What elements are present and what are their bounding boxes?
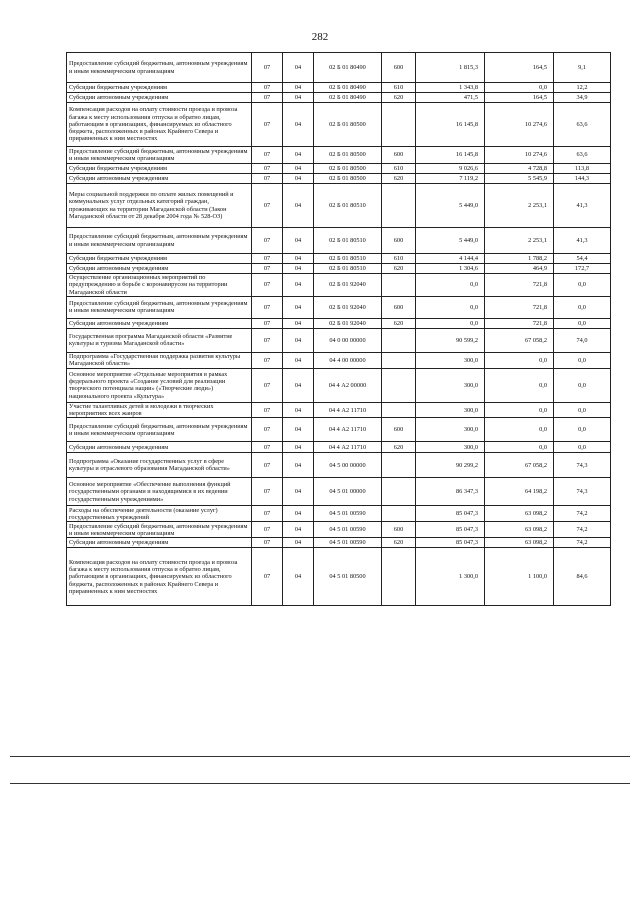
- table-row: [67, 318, 611, 328]
- row-expense-type-cell: 600: [382, 522, 416, 538]
- row-expense-type-cell: [382, 478, 416, 506]
- row-subsection-cell: 04: [283, 402, 314, 418]
- row-section-cell: 07: [252, 548, 283, 606]
- row-expense-type-cell: 620: [382, 93, 416, 103]
- row-name-cell: Субсидии бюджетным учреждениям: [67, 164, 252, 174]
- row-section-cell: 07: [252, 418, 283, 442]
- row-executed-cell: 64 198,2: [485, 478, 554, 506]
- table-row: [67, 254, 611, 264]
- row-plan-cell: 7 119,2: [416, 174, 485, 184]
- row-target-article-cell: 04 4 А2 00000: [314, 368, 382, 402]
- row-target-article-cell: 04 0 00 00000: [314, 328, 382, 352]
- row-executed-cell: 1 788,2: [485, 254, 554, 264]
- row-percent-cell: 144,3: [554, 174, 611, 184]
- row-subsection-cell: 04: [283, 548, 314, 606]
- row-target-article-cell: 04 5 00 00000: [314, 453, 382, 478]
- table-row: [67, 478, 611, 506]
- table-row: [67, 328, 611, 352]
- row-percent-cell: 74,2: [554, 506, 611, 522]
- row-plan-cell: 9 026,6: [416, 164, 485, 174]
- row-target-article-cell: 02 Б 01 80510: [314, 254, 382, 264]
- row-subsection-cell: 04: [283, 538, 314, 548]
- row-target-article-cell: 02 Б 01 92040: [314, 274, 382, 297]
- row-name-cell: Предоставление субсидий бюджетным, автономным учреждениям и иным некоммерческим организациям: [67, 418, 252, 442]
- row-executed-cell: 2 253,1: [485, 228, 554, 254]
- row-plan-cell: 5 449,0: [416, 184, 485, 228]
- row-name-cell: Участие талантливых детей и молодежи в творческих мероприятиях всех жанров: [67, 402, 252, 418]
- row-name-cell: Меры социальной поддержки по оплате жилых помещений и коммунальных услуг отдельных категорий граждан, проживающих на территории Магаданской области (Закон Магаданской области от 28 декабря 2004 года № 528-ОЗ): [67, 184, 252, 228]
- row-subsection-cell: 04: [283, 442, 314, 453]
- row-target-article-cell: 02 Б 01 80510: [314, 264, 382, 274]
- row-name-cell: Предоставление субсидий бюджетным, автономным учреждениям и иным некоммерческим организациям: [67, 147, 252, 164]
- table-row: [67, 453, 611, 478]
- row-expense-type-cell: 620: [382, 174, 416, 184]
- row-plan-cell: 4 144,4: [416, 254, 485, 264]
- row-section-cell: 07: [252, 83, 283, 93]
- table-row: [67, 164, 611, 174]
- row-executed-cell: 164,5: [485, 53, 554, 83]
- row-subsection-cell: 04: [283, 296, 314, 318]
- row-percent-cell: 63,6: [554, 103, 611, 147]
- row-plan-cell: 300,0: [416, 352, 485, 368]
- row-executed-cell: 63 098,2: [485, 506, 554, 522]
- row-name-cell: Субсидии автономным учреждениям: [67, 93, 252, 103]
- row-percent-cell: 54,4: [554, 254, 611, 264]
- row-executed-cell: 10 274,6: [485, 103, 554, 147]
- row-expense-type-cell: 600: [382, 228, 416, 254]
- row-executed-cell: 63 098,2: [485, 522, 554, 538]
- row-plan-cell: 471,5: [416, 93, 485, 103]
- row-subsection-cell: 04: [283, 264, 314, 274]
- row-section-cell: 07: [252, 453, 283, 478]
- row-plan-cell: 1 304,6: [416, 264, 485, 274]
- row-target-article-cell: 02 Б 01 80490: [314, 53, 382, 83]
- row-percent-cell: 41,3: [554, 228, 611, 254]
- row-section-cell: 07: [252, 522, 283, 538]
- row-percent-cell: 41,3: [554, 184, 611, 228]
- row-plan-cell: 5 449,0: [416, 228, 485, 254]
- row-executed-cell: 4 728,8: [485, 164, 554, 174]
- row-percent-cell: 0,0: [554, 402, 611, 418]
- row-expense-type-cell: 600: [382, 296, 416, 318]
- row-executed-cell: 5 545,9: [485, 174, 554, 184]
- row-plan-cell: 16 145,8: [416, 147, 485, 164]
- row-expense-type-cell: [382, 453, 416, 478]
- row-plan-cell: 0,0: [416, 296, 485, 318]
- row-name-cell: Субсидии автономным учреждениям: [67, 174, 252, 184]
- row-section-cell: 07: [252, 228, 283, 254]
- row-subsection-cell: 04: [283, 53, 314, 83]
- table-row: [67, 296, 611, 318]
- row-target-article-cell: 02 Б 01 80500: [314, 164, 382, 174]
- row-executed-cell: 0,0: [485, 368, 554, 402]
- row-name-cell: Осуществление организационных мероприятий по предупреждению и борьбе с коронавирусом на территории Магаданской области: [67, 274, 252, 297]
- table-row: [67, 506, 611, 522]
- row-percent-cell: 84,6: [554, 548, 611, 606]
- row-section-cell: 07: [252, 184, 283, 228]
- page-number: 282: [311, 31, 329, 43]
- row-section-cell: 07: [252, 318, 283, 328]
- row-percent-cell: 0,0: [554, 368, 611, 402]
- table-row: [67, 522, 611, 538]
- row-percent-cell: 74,2: [554, 538, 611, 548]
- row-target-article-cell: 04 5 01 80500: [314, 548, 382, 606]
- row-expense-type-cell: [382, 184, 416, 228]
- row-expense-type-cell: 620: [382, 442, 416, 453]
- row-expense-type-cell: 610: [382, 254, 416, 264]
- row-executed-cell: 67 058,2: [485, 328, 554, 352]
- table-row: [67, 228, 611, 254]
- row-plan-cell: 90 599,2: [416, 328, 485, 352]
- row-plan-cell: 1 300,0: [416, 548, 485, 606]
- row-executed-cell: 721,8: [485, 318, 554, 328]
- row-name-cell: Субсидии автономным учреждениям: [67, 318, 252, 328]
- row-percent-cell: 172,7: [554, 264, 611, 274]
- row-expense-type-cell: [382, 328, 416, 352]
- row-subsection-cell: 04: [283, 506, 314, 522]
- row-name-cell: Предоставление субсидий бюджетным, автономным учреждениям и иным некоммерческим организациям: [67, 296, 252, 318]
- row-section-cell: 07: [252, 174, 283, 184]
- row-percent-cell: 74,3: [554, 453, 611, 478]
- row-percent-cell: 74,3: [554, 478, 611, 506]
- table-row: [67, 174, 611, 184]
- row-target-article-cell: 02 Б 01 80500: [314, 147, 382, 164]
- row-expense-type-cell: [382, 506, 416, 522]
- row-subsection-cell: 04: [283, 147, 314, 164]
- table-row: [67, 103, 611, 147]
- row-section-cell: 07: [252, 478, 283, 506]
- row-plan-cell: 1 343,8: [416, 83, 485, 93]
- row-target-article-cell: 04 5 01 00000: [314, 478, 382, 506]
- row-target-article-cell: 04 5 01 00590: [314, 506, 382, 522]
- row-section-cell: 07: [252, 264, 283, 274]
- row-executed-cell: 0,0: [485, 442, 554, 453]
- row-expense-type-cell: [382, 368, 416, 402]
- row-subsection-cell: 04: [283, 93, 314, 103]
- row-name-cell: Подпрограмма «Государственная поддержка развития культуры Магаданской области»: [67, 352, 252, 368]
- row-expense-type-cell: 600: [382, 53, 416, 83]
- row-expense-type-cell: 610: [382, 164, 416, 174]
- row-subsection-cell: 04: [283, 184, 314, 228]
- row-percent-cell: 9,1: [554, 53, 611, 83]
- table-row: [67, 442, 611, 453]
- footer-rule-top: [10, 756, 630, 757]
- row-percent-cell: 74,0: [554, 328, 611, 352]
- row-target-article-cell: 02 Б 01 92040: [314, 296, 382, 318]
- row-subsection-cell: 04: [283, 522, 314, 538]
- row-subsection-cell: 04: [283, 228, 314, 254]
- row-name-cell: Компенсация расходов на оплату стоимости проезда и провоза багажа к месту использования отпуска и обратно лицам, работающим в организациях, финансируемых из областного бюджета, расположенных в районах Крайнего Севера и приравненных к ним местностях: [67, 548, 252, 606]
- row-expense-type-cell: 600: [382, 147, 416, 164]
- row-subsection-cell: 04: [283, 328, 314, 352]
- row-subsection-cell: 04: [283, 174, 314, 184]
- row-executed-cell: 721,8: [485, 274, 554, 297]
- row-expense-type-cell: [382, 103, 416, 147]
- row-expense-type-cell: [382, 274, 416, 297]
- row-subsection-cell: 04: [283, 164, 314, 174]
- row-subsection-cell: 04: [283, 352, 314, 368]
- row-subsection-cell: 04: [283, 368, 314, 402]
- row-plan-cell: 300,0: [416, 418, 485, 442]
- row-section-cell: 07: [252, 506, 283, 522]
- table-row: [67, 53, 611, 83]
- row-target-article-cell: 02 Б 01 80500: [314, 174, 382, 184]
- row-subsection-cell: 04: [283, 418, 314, 442]
- row-target-article-cell: 04 4 А2 11710: [314, 418, 382, 442]
- row-name-cell: Расходы на обеспечение деятельности (оказание услуг) государственных учреждений: [67, 506, 252, 522]
- row-subsection-cell: 04: [283, 274, 314, 297]
- table-row: [67, 352, 611, 368]
- row-executed-cell: 0,0: [485, 402, 554, 418]
- table-row: [67, 184, 611, 228]
- row-plan-cell: 300,0: [416, 442, 485, 453]
- row-name-cell: Подпрограмма «Оказание государственных услуг в сфере культуры и отраслевого образования Магаданской области»: [67, 453, 252, 478]
- row-name-cell: Основное мероприятие «Обеспечение выполнения функций государственными органами и находящимися в их ведении государственными учреждениями»: [67, 478, 252, 506]
- footer-rule-bottom: [10, 783, 630, 784]
- row-expense-type-cell: 620: [382, 264, 416, 274]
- row-executed-cell: 1 100,0: [485, 548, 554, 606]
- row-plan-cell: 85 047,3: [416, 506, 485, 522]
- row-executed-cell: 0,0: [485, 352, 554, 368]
- row-executed-cell: 721,8: [485, 296, 554, 318]
- budget-table: [66, 52, 611, 606]
- row-target-article-cell: 02 Б 01 80510: [314, 184, 382, 228]
- row-plan-cell: 90 299,2: [416, 453, 485, 478]
- row-plan-cell: 300,0: [416, 402, 485, 418]
- row-percent-cell: 34,9: [554, 93, 611, 103]
- row-expense-type-cell: [382, 548, 416, 606]
- row-percent-cell: 74,2: [554, 522, 611, 538]
- table-row: [67, 418, 611, 442]
- row-name-cell: Компенсация расходов на оплату стоимости проезда и провоза багажа к месту использования отпуска и обратно лицам, работающим в организациях, финансируемых из областного бюджета, расположенных в районах Крайнего Севера и приравненных к ним местностях: [67, 103, 252, 147]
- row-section-cell: 07: [252, 328, 283, 352]
- row-subsection-cell: 04: [283, 478, 314, 506]
- row-subsection-cell: 04: [283, 254, 314, 264]
- row-section-cell: 07: [252, 254, 283, 264]
- row-expense-type-cell: 600: [382, 418, 416, 442]
- table-row: [67, 264, 611, 274]
- row-plan-cell: 86 347,3: [416, 478, 485, 506]
- row-percent-cell: 0,0: [554, 296, 611, 318]
- row-target-article-cell: 02 Б 01 80500: [314, 103, 382, 147]
- row-executed-cell: 67 058,2: [485, 453, 554, 478]
- row-section-cell: 07: [252, 442, 283, 453]
- row-plan-cell: 0,0: [416, 318, 485, 328]
- row-plan-cell: 85 047,3: [416, 522, 485, 538]
- table-row: [67, 548, 611, 606]
- row-name-cell: Предоставление субсидий бюджетным, автономным учреждениям и иным некоммерческим организациям: [67, 228, 252, 254]
- budget-table-body: [67, 53, 611, 606]
- row-section-cell: 07: [252, 368, 283, 402]
- row-name-cell: Предоставление субсидий бюджетным, автономным учреждениям и иным некоммерческим организациям: [67, 522, 252, 538]
- row-section-cell: 07: [252, 296, 283, 318]
- row-plan-cell: 16 145,8: [416, 103, 485, 147]
- row-expense-type-cell: [382, 402, 416, 418]
- row-subsection-cell: 04: [283, 103, 314, 147]
- row-percent-cell: 113,8: [554, 164, 611, 174]
- row-section-cell: 07: [252, 53, 283, 83]
- row-name-cell: Субсидии бюджетным учреждениям: [67, 254, 252, 264]
- row-target-article-cell: 02 Б 01 92040: [314, 318, 382, 328]
- row-target-article-cell: 04 4 А2 11710: [314, 402, 382, 418]
- row-target-article-cell: 02 Б 01 80490: [314, 83, 382, 93]
- row-section-cell: 07: [252, 93, 283, 103]
- row-executed-cell: 0,0: [485, 418, 554, 442]
- row-target-article-cell: 02 Б 01 80490: [314, 93, 382, 103]
- table-row: [67, 274, 611, 297]
- table-row: [67, 93, 611, 103]
- row-name-cell: Государственная программа Магаданской области «Развитие культуры и туризма Магаданской области»: [67, 328, 252, 352]
- row-subsection-cell: 04: [283, 318, 314, 328]
- row-section-cell: 07: [252, 402, 283, 418]
- row-section-cell: 07: [252, 352, 283, 368]
- row-executed-cell: 2 253,1: [485, 184, 554, 228]
- table-row: [67, 368, 611, 402]
- row-subsection-cell: 04: [283, 453, 314, 478]
- row-percent-cell: 63,6: [554, 147, 611, 164]
- table-row: [67, 538, 611, 548]
- row-section-cell: 07: [252, 147, 283, 164]
- row-executed-cell: 464,9: [485, 264, 554, 274]
- row-target-article-cell: 04 5 01 00590: [314, 522, 382, 538]
- table-row: [67, 147, 611, 164]
- row-executed-cell: 63 098,2: [485, 538, 554, 548]
- row-name-cell: Субсидии автономным учреждениям: [67, 442, 252, 453]
- row-plan-cell: 85 047,3: [416, 538, 485, 548]
- row-target-article-cell: 02 Б 01 80510: [314, 228, 382, 254]
- row-section-cell: 07: [252, 103, 283, 147]
- row-plan-cell: 300,0: [416, 368, 485, 402]
- row-name-cell: Субсидии бюджетным учреждениям: [67, 83, 252, 93]
- row-name-cell: Основное мероприятие «Отдельные мероприятия в рамках федерального проекта «Создание условий для реализации творческого потенциала нации» («Творческие люди») национального проекта «Культура»: [67, 368, 252, 402]
- row-expense-type-cell: 620: [382, 318, 416, 328]
- row-executed-cell: 164,5: [485, 93, 554, 103]
- row-percent-cell: 12,2: [554, 83, 611, 93]
- row-target-article-cell: 04 5 01 00590: [314, 538, 382, 548]
- row-executed-cell: 10 274,6: [485, 147, 554, 164]
- row-name-cell: Субсидии автономным учреждениям: [67, 264, 252, 274]
- table-row: [67, 402, 611, 418]
- row-expense-type-cell: 610: [382, 83, 416, 93]
- row-expense-type-cell: 620: [382, 538, 416, 548]
- row-subsection-cell: 04: [283, 83, 314, 93]
- row-percent-cell: 0,0: [554, 418, 611, 442]
- row-name-cell: Субсидии автономным учреждениям: [67, 538, 252, 548]
- row-target-article-cell: 04 4 00 00000: [314, 352, 382, 368]
- row-name-cell: Предоставление субсидий бюджетным, автономным учреждениям и иным некоммерческим организациям: [67, 53, 252, 83]
- row-percent-cell: 0,0: [554, 274, 611, 297]
- row-percent-cell: 0,0: [554, 318, 611, 328]
- row-section-cell: 07: [252, 538, 283, 548]
- table-row: [67, 83, 611, 93]
- row-executed-cell: 0,0: [485, 83, 554, 93]
- row-section-cell: 07: [252, 274, 283, 297]
- row-percent-cell: 0,0: [554, 442, 611, 453]
- row-target-article-cell: 04 4 А2 11710: [314, 442, 382, 453]
- row-plan-cell: 1 815,3: [416, 53, 485, 83]
- row-plan-cell: 0,0: [416, 274, 485, 297]
- row-percent-cell: 0,0: [554, 352, 611, 368]
- row-expense-type-cell: [382, 352, 416, 368]
- row-section-cell: 07: [252, 164, 283, 174]
